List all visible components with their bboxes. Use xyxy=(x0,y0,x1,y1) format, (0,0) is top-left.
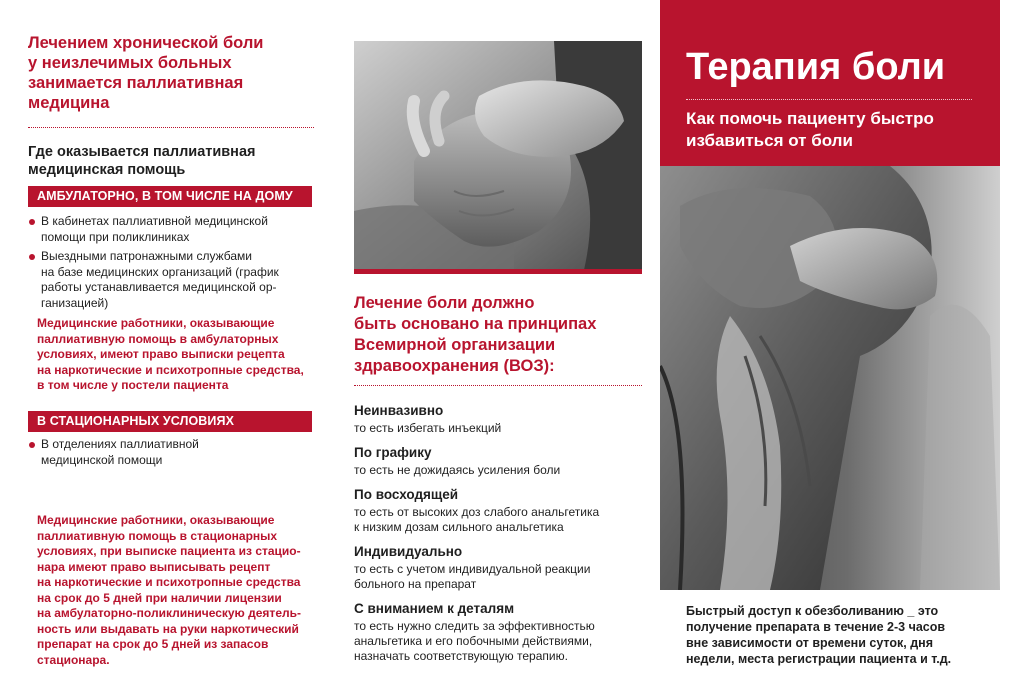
principle-title: Неинвазивно xyxy=(354,403,444,418)
cover-header xyxy=(660,0,1000,166)
left-lead-heading: Лечением хронической боли у неизлечимых больных занимается паллиативная медицина xyxy=(28,34,264,112)
inpatient-note: Медицинские работники, оказывающие паллиативную помощь в стационарных условиях, при выписке пациента из стацио- нара имеют право выписывать рецепт на наркотические и психотропные средства на срок до 5 дней при наличии лицензии на амбулаторно-поликлиническую деятель- ность или выдавать на руки наркотический препарат на срок до 5 дней из запасов стационара. xyxy=(37,513,301,667)
dotted-divider xyxy=(686,99,972,100)
principle-title: По восходящей xyxy=(354,487,459,502)
photo-accent-bar xyxy=(354,269,642,274)
where-heading: Где оказывается паллиативная медицинская помощь xyxy=(28,144,256,178)
inpatient-band: В СТАЦИОНАРНЫХ УСЛОВИЯХ xyxy=(28,411,312,432)
holding-hands-photo xyxy=(354,41,642,270)
principle-title: Индивидуально xyxy=(354,544,463,559)
dotted-divider xyxy=(28,127,314,128)
bullet-mobile-services: Выездными патронажными службами на базе медицинских организаций (график работы устанавливается медицинской ор- ганизацией) xyxy=(28,249,318,311)
dotted-divider xyxy=(354,385,642,386)
principle-title: По графику xyxy=(354,445,432,460)
principle-title: С вниманием к деталям xyxy=(354,601,515,616)
cover-title: Терапия боли xyxy=(686,46,946,88)
cover-subtitle: Как помочь пациенту быстро избавиться от боли xyxy=(686,109,934,150)
statue-photo xyxy=(660,166,1000,590)
principle-text: то есть от высоких доз слабого анальгетика к низким дозам сильного анальгетика xyxy=(354,505,600,534)
outpatient-note: Медицинские работники, оказывающие паллиативную помощь в амбулаторных условиях, имеют право выписки рецепта на наркотические и психотропные средства, в том числе у постели пациента xyxy=(37,316,304,392)
principle-text: то есть избегать инъекций xyxy=(354,421,502,435)
outpatient-band: АМБУЛАТОРНО, В ТОМ ЧИСЛЕ НА ДОМУ xyxy=(28,186,312,207)
principle-text: то есть не дожидаясь усиления боли xyxy=(354,463,561,477)
bullet-outpatient-offices: В кабинетах паллиативной медицинской помощи при поликлиниках xyxy=(28,214,318,245)
who-principles-heading: Лечение боли должно быть основано на принципах Всемирной организации здравоохранения (ВОЗ): xyxy=(354,294,597,375)
fast-access-note: Быстрый доступ к обезболиванию _ это получение препарата в течение 2-3 часов вне зависимости от времени суток, дня недели, места регистрации пациента и т.д. xyxy=(686,604,952,666)
principle-text: то есть с учетом индивидуальной реакции больного на препарат xyxy=(354,562,591,591)
principle-text: то есть нужно следить за эффективностью анальгетика и его побочными действиями, назначать соответствующую терапию. xyxy=(354,619,595,663)
bullet-palliative-departments: В отделениях паллиативной медицинской помощи xyxy=(28,437,318,468)
